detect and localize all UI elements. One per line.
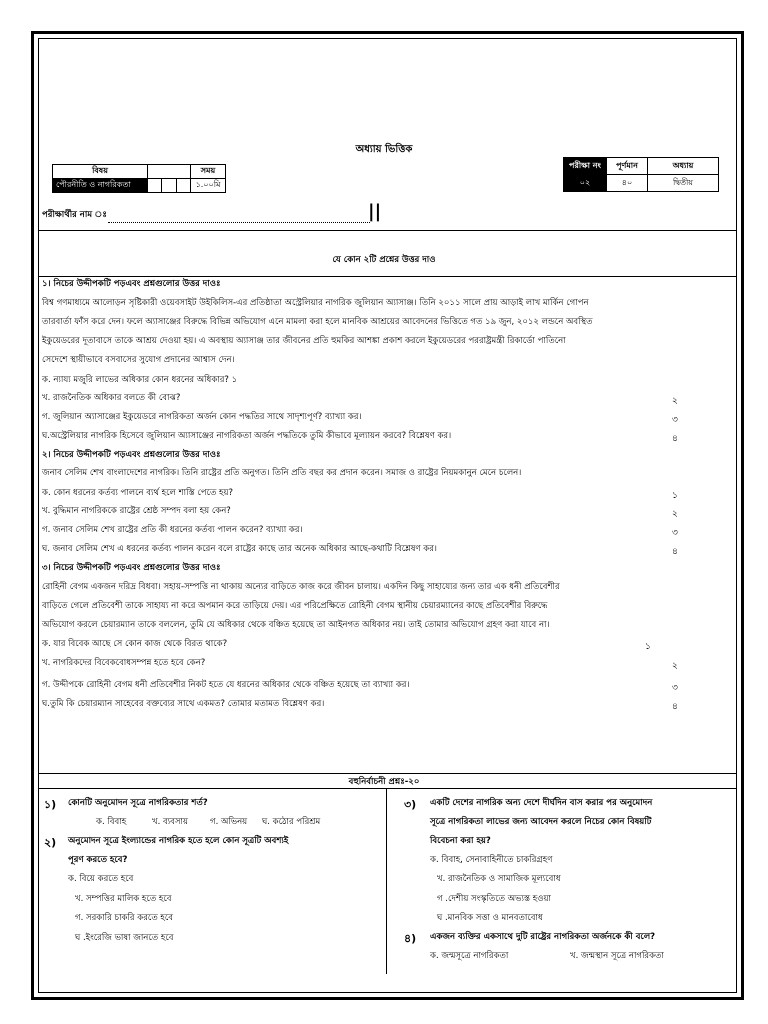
chapter-value: দ্বিতীয় <box>648 175 719 192</box>
mcq-q2-text-line: অনুমোদন সূত্রে ইংল্যান্ডের নাগরিক হতে হলে কোন সূত্রটি অবশ্যই <box>68 836 289 846</box>
divider <box>38 276 737 277</box>
mcq-q2-option: খ. সম্পত্তির মালিক হতে হবে <box>75 894 172 904</box>
q1-stimulus-line: বিশ্ব গণমাধ্যমে আলোড়ন সৃষ্টিকারী ওয়েবসাইট উইকিলিস-এর প্রতিষ্ঠাতা অস্ট্রেলিয়ার নাগরিক জুলিয়ান অ্যাসাঞ্জ। তিনি ২০১১ সালে প্রায় আড়াই লাখ মার্কিন গোপন <box>42 298 589 308</box>
q1-stimulus-line: সেদেশে স্থায়ীভাবে বসবাসের সুযোগ প্রদানের আশ্বাস দেন। <box>42 355 235 365</box>
full-marks-value: ৪০ <box>607 175 648 192</box>
mcq-q1-option: গ. অভিনয় <box>210 817 248 827</box>
q3-item-c-mark: ৩ <box>672 683 678 693</box>
examinee-name-line <box>108 210 370 223</box>
q2-item-c: গ. জনাব সেলিম শেখ রাষ্ট্রের প্রতি কী ধরনের কর্তব্য পালন করেন? ব্যাখ্যা কর। <box>42 525 303 535</box>
q2-stimulus-line: জনাব সেলিম শেখ বাংলাদেশের নাগরিক। তিনি রাষ্ট্রের প্রতি অনুগত। তিনি প্রতি বছর কর প্রদান করেন। সমাজ ও রাষ্ট্রের নিয়মকানুন মেনে চলেন। <box>42 468 522 478</box>
q2-item-a: ক. কোন ধরনের কর্তব্য পালনে ব্যর্থ হলে শাস্তি পেতে হয়? <box>42 488 234 498</box>
subject-label: বিষয় <box>53 165 148 179</box>
instruction: যে কোন ২টি প্রশ্নের উত্তর দাও <box>332 255 436 265</box>
mcq-q3-text-line: একটি দেশের নাগরিক অন্য দেশে দীর্ঘদিন বাস করার পর অনুমোদন <box>430 798 653 808</box>
q1-item-b-mark: ২ <box>672 396 678 406</box>
q2-item-d: ঘ. জনাব সেলিম শেখ এ ধরনের কর্তব্য পালন করেন বলে রাষ্ট্রের কাছে তার অনেক অধিকার আছে-কথাটি বিশ্লেষণ কর। <box>42 544 437 554</box>
time-label: সময় <box>191 165 226 179</box>
mcq-q2-text-line: পূরণ করতে হবে? <box>68 855 128 865</box>
q3-item-a: ক. যার বিবেক আছে সে কোন কাজ থেকে বিরত থাকে? <box>42 639 228 649</box>
subject-table <box>52 164 226 193</box>
q3-item-c: গ. উদ্দীপকে রোহিনী বেগম ধনী প্রতিবেশীর নিকট হতে যে ধরনের অধিকার থেকে বঞ্চিত হয়েছে তা ব্যাখ্যা কর। <box>42 680 410 690</box>
mcq-q1-number: ১) <box>44 798 57 811</box>
mcq-q3-option: ঘ .মানবিক সত্তা ও মানবতাবোধ <box>437 913 543 923</box>
mcq-q3-option: গ .দেশীয় সংস্কৃতিতে অভ্যস্ত হওয়া <box>437 894 551 904</box>
mcq-q4-option: ক. জন্মসূত্রে নাগরিকতা <box>430 951 509 961</box>
q2-heading: ২। নিচের উদ্দীপকটি পড়এবং প্রশ্নগুলোর উত্তর দাওঃ <box>42 450 221 460</box>
mcq-q4-option: খ. জন্মস্থান সূত্রে নাগরিকতা <box>570 951 664 961</box>
q2-item-b-mark: ২ <box>672 509 678 519</box>
exam-no-label: পরীক্ষা নং <box>564 158 607 175</box>
mcq-q3-text-line: বিবেচনা করা হয়? <box>430 836 491 846</box>
q3-item-d: ঘ.তুমি কি চেয়ারম্যান সাহেবের বক্তব্যের সাথে একমত? তোমার মতামত বিশ্লেষণ কর। <box>42 699 325 709</box>
subject-value: পৌরনীতি ও নাগরিকতা <box>53 179 148 193</box>
q3-heading: ৩। নিচের উদ্দীপকটি পড়এবং প্রশ্নগুলোর উত্তর দাওঃ <box>42 563 221 573</box>
q3-item-d-mark: ৪ <box>672 702 678 712</box>
q1-item-c: গ. জুলিয়ান অ্যাসাঞ্জের ইকুয়েডরে নাগরিকতা অর্জন কোন পদ্ধতির সাথে সাদৃশ্যপূর্ণ? ব্যাখ্যা কর। <box>42 412 362 422</box>
q1-item-d-mark: ৪ <box>672 434 678 444</box>
mcq-q2-option: গ. সরকারি চাকরি করতে হবে <box>75 913 174 923</box>
q1-stimulus-line: তারবার্তা ফাঁস করে দেন। ফলে অ্যাসাঞ্জের বিরুদ্ধে বিভিন্ন অভিযোগ এনে মামলা করা হলে মানবিক আশ্রয়ের আবেদনের ভিত্তিতে গত ১৯ জুন, ২০১২ লন্ডনে অবস্থিত <box>42 317 593 327</box>
q1-item-a: ক. ন্যায্য মজুরি লাভের অধিকার কোন ধরনের অধিকার? ১ <box>42 375 238 385</box>
column-divider <box>386 788 387 974</box>
mcq-q3-option: ক. বিবাহ, সেনাবাহিনীতে চাকরিগ্রহণ <box>430 855 553 865</box>
q1-item-b: খ. রাজনৈতিক অধিকার বলতে কী বোঝ? <box>42 393 181 403</box>
full-marks-label: পূর্ণমান <box>607 158 648 175</box>
mcq-q3-option: খ. রাজনৈতিক ও সামাজিক মূল্যবোধ <box>437 874 561 884</box>
q3-stimulus-line: রোহিনী বেগম একজন দরিদ্র বিধবা। সহায়-সম্পত্তি না থাকায় অন্যের বাড়িতে কাজ করে জীবন চালায়। একদিন কিছু সাহায্যের জন্য তার এক ধনী প্রতিবেশীর <box>42 582 560 592</box>
q1-item-c-mark: ৩ <box>672 415 678 425</box>
q1-heading: ১। নিচের উদ্দীপকটি পড়এবং প্রশ্নগুলোর উত্তর দাওঃ <box>42 279 221 289</box>
chapter-label: অধ্যায় <box>648 158 719 175</box>
mcq-q4-text: একজন ব্যক্তির একসাথে দুটি রাষ্ট্রের নাগরিকতা অর্জনকে কী বলে? <box>430 932 656 942</box>
chapter-title: অধ্যায় ভিত্তিক <box>355 144 413 155</box>
exam-no-value: ০২ <box>564 175 607 192</box>
q2-item-a-mark: ১ <box>672 491 678 501</box>
q2-item-b: খ. বুদ্ধিমান নাগরিককে রাষ্ট্রের শ্রেষ্ঠ সম্পদ বলা হয় কেন? <box>42 506 231 516</box>
q3-stimulus-line: অভিযোগ করলে চেয়ারম্যান তাকে বললেন, তুমি যে অধিকার থেকে বঞ্চিত হয়েছে তা আইনগত অধিকার নয়। তাই তোমার অভিযোগ গ্রহণ করা যাবে না। <box>42 620 550 630</box>
mcq-q2-number: ২) <box>44 836 57 849</box>
time-value: ১.০০মি <box>191 179 226 193</box>
mcq-q2-option: ঘ .ইংরেজি ভাষা জানতে হবে <box>75 933 174 943</box>
q1-stimulus-line: ইকুয়েডরের দূতাবাসে তাকে আশ্রয় দেওয়া হয়। এ অবস্থায় অ্যাসাঞ্জ তার জীবনের প্রতি হুমকির আশঙ্কা প্রকাশ করলে ইকুয়েডরের পররাষ্ট্রমন্ত্রী রিকার্ডো পাতিনো <box>42 336 566 346</box>
mcq-q2-option: ক. বিয়ে করতে হবে <box>68 874 134 884</box>
divider <box>38 773 737 774</box>
mcq-q1-text: কোনটি অনুমোদন সূত্রে নাগরিকতার শর্ত? <box>68 798 208 808</box>
mcq-q3-number: ৩) <box>404 798 417 811</box>
divider <box>38 230 737 231</box>
q3-item-b: খ. নাগরিকদের বিবেকবোধসম্পন্ন হতে হবে কেন? <box>42 658 206 668</box>
q3-stimulus-line: বাড়িতে গেলে প্রতিবেশী তাকে সাহায্য না করে অপমান করে তাড়িয়ে দেয়। এর পরিপ্রেক্ষিতে রোহিনী বেগম স্থানীয় চেয়ারম্যানের কাছে প্রতিবেশীর বিরুদ্ধে <box>42 601 548 611</box>
divider <box>38 788 737 789</box>
double-bar: || <box>368 201 382 222</box>
mcq-title: বহুনির্বাচনী প্রশ্নঃ-২০ <box>348 777 420 787</box>
mcq-q4-number: ৪) <box>404 932 417 945</box>
q1-item-d: ঘ.অস্ট্রেলিয়ার নাগরিক হিসেবে জুলিয়ান অ্যাসাঞ্জের নাগরিকতা অর্জন পদ্ধতিকে তুমি কীভাবে মূল্যায়ন করবে? বিশ্লেষণ কর। <box>42 431 452 441</box>
mcq-q1-option: ক. বিবাহ <box>96 817 127 827</box>
q3-item-b-mark: ২ <box>672 661 678 671</box>
mcq-q1-option: খ. ব্যবসায় <box>152 817 188 827</box>
q2-item-c-mark: ৩ <box>672 528 678 538</box>
q2-item-d-mark: ৪ <box>672 547 678 557</box>
q3-item-a-mark: ১ <box>645 642 651 652</box>
mcq-q3-text-line: সূত্রে নাগরিকতা লাভের জন্য আবেদন করলে নিচের কোন বিষয়টি <box>430 817 652 827</box>
examinee-label: পরীক্ষার্থীর নাম ঃ <box>42 210 107 220</box>
mcq-q1-option: ঘ. কঠোর পরিশ্রম <box>262 817 321 827</box>
exam-info-table <box>563 157 719 192</box>
